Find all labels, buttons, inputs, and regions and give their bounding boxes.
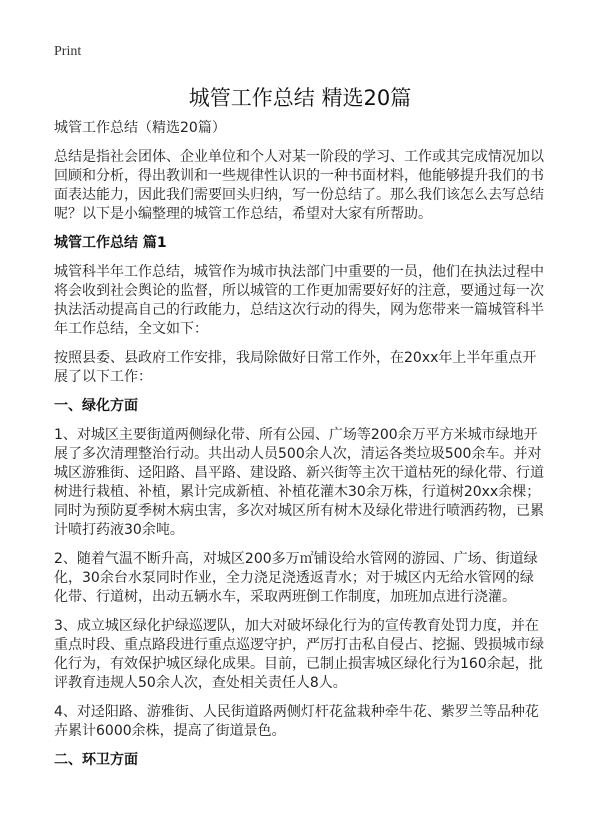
section-heading: 二、环卫方面 — [54, 752, 138, 768]
section-heading: 城管工作总结 篇1 — [54, 235, 167, 251]
paragraph: 1、对城区主要街道两侧绿化带、所有公园、广场等200余万平方米城市绿地开展了多次清理整治行动。共出动人员500余人次，清运各类垃圾500余车。并对城区游雅街、迳阳路、昌平路、建设路、新兴街等主次干道枯死的绿化带、行道树进行栽植、补植，累计完成新植、补植花灌木30余万株，行道树20xx余棵；同时为预防夏季树木病虫害，多次对城区所有树木及绿化带进行喷洒药物，已累计喷打药液30余吨。 — [54, 427, 544, 538]
paragraph: 2、随着气温不断升高，对城区200多万㎡铺设给水管网的游园、广场、街道绿化，30余台水泵同时作业，全力浇足浇透返青水；对于城区内无给水管网的绿化带、行道树，出动五辆水车，采取两班倒工作制度，加班加点进行浇灌。 — [54, 551, 538, 605]
paragraph: 总结是指社会团体、企业单位和个人对某一阶段的学习、工作或其完成情况加以回顾和分析，得出教训和一些规律性认识的一种书面材料，他能够提升我们的书面表达能力，因此我们需要回头归纳，写一份总结了。那么我们该怎么去写总结呢？以下是小编整理的城管工作总结，希望对大家有所帮助。 — [54, 149, 544, 222]
paragraph: 4、对迳阳路、游雅街、人民街道路两侧灯杆花盆栽种牵牛花、紫罗兰等品种花卉累计6000余株，提高了街道景色。 — [54, 704, 539, 739]
page-title: 城管工作总结 精选20篇 — [188, 86, 412, 110]
article-body — [54, 119, 546, 780]
paragraph: 3、成立城区绿化护绿巡逻队，加大对破坏绿化行为的宣传教育处罚力度，并在重点时段、重点路段进行重点巡逻守护，严厉打击私自侵占、挖掘、毁损城市绿化行为，有效保护城区绿化成果。目前，已制止损害城区绿化行为160余起，批评教育违规人50余人次，查处相关责任人8人。 — [54, 618, 544, 691]
paragraph: 城管科半年工作总结，城管作为城市执法部门中重要的一员，他们在执法过程中将会收到社会舆论的监督，所以城管的工作更加需要好好的注意，要通过每一次执法活动提高自己的行政能力，总结这次行动的得失，网为您带来一篇城管科半年工作总结，全文如下： — [54, 264, 544, 337]
paragraph: 按照县委、县政府工作安排，我局除做好日常工作外，在20xx年上半年重点开展了以下工作： — [54, 350, 537, 385]
section-heading: 一、绿化方面 — [54, 398, 138, 414]
paragraph: 城管工作总结（精选20篇） — [54, 120, 226, 136]
print-link[interactable]: Print — [54, 44, 82, 59]
